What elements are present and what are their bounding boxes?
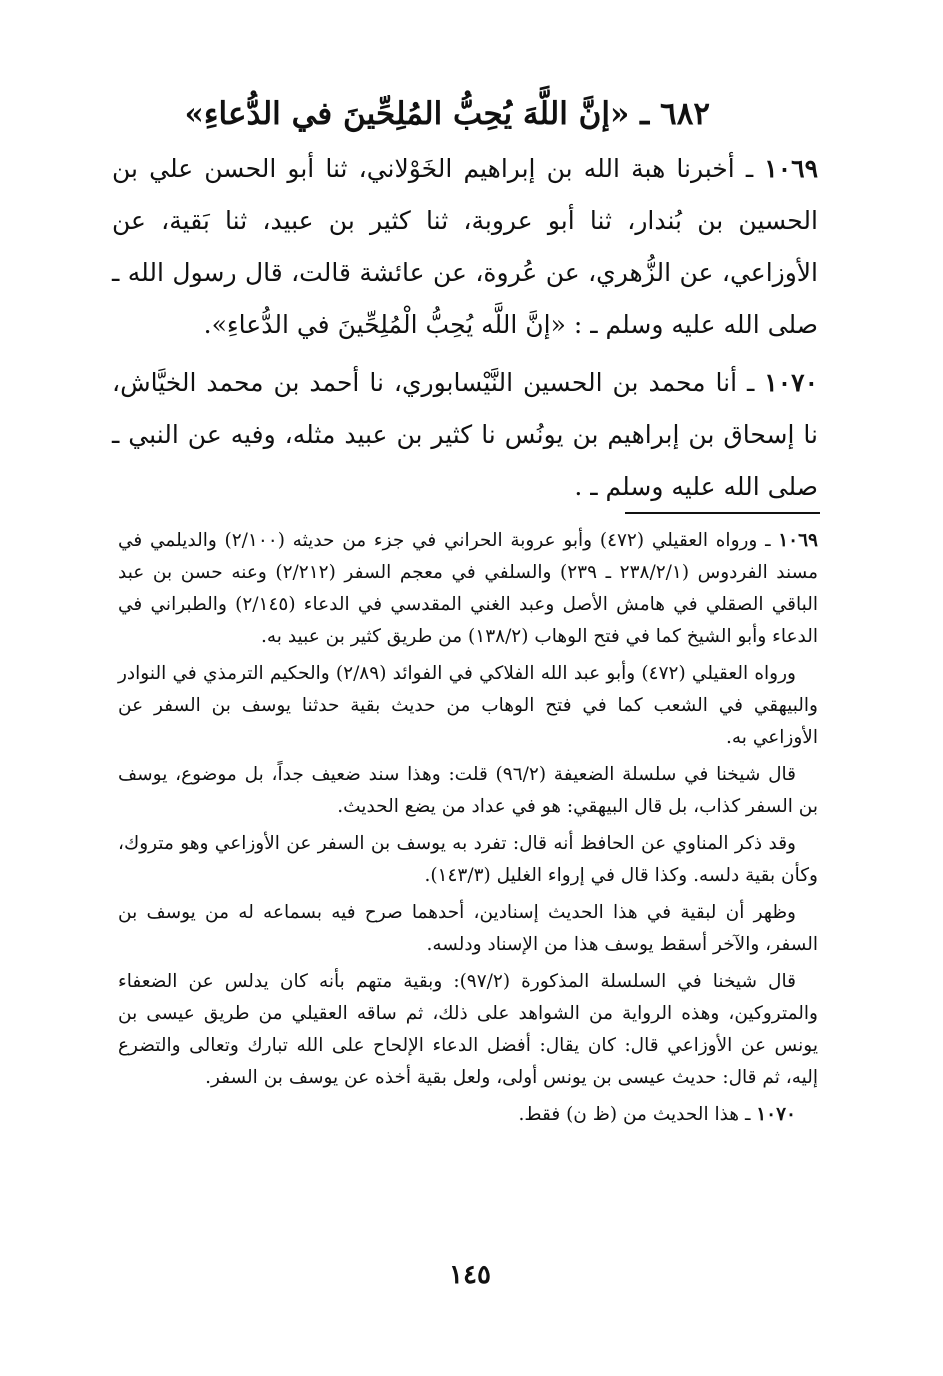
footnote-paragraph: وظهر أن لبقية في هذا الحديث إسنادين، أحدهما صرح فيه بسماعه له من يوسف بن السفر، والآخر أسقط يوسف هذا من الإسناد ودلسه. bbox=[118, 902, 818, 955]
hadith-text: ـ أخبرنا هبة الله بن إبراهيم الخَوْلاني، ثنا أبو الحسن علي بن الحسين بن بُندار، ثنا أبو عروبة، ثنا كثير بن عبيد، ثنا بَقية، عن الأوزاعي، عن الزُّهري، عن عُروة، عن عائشة قالت، قال رسول الله ـ صلى الله عليه وسلم ـ : «إنَّ اللَّه يُحِبُّ الْمُلِحِّينَ في الدُّعاءِ». bbox=[112, 154, 818, 339]
footnote-paragraph: وقد ذكر المناوي عن الحافظ أنه قال: تفرد به يوسف بن السفر عن الأوزاعي وهو متروك، وكأن بقية دلسه. وكذا قال في إرواء الغليل (١٤٣/٣). bbox=[118, 833, 818, 886]
hadith-text: ـ أنا محمد بن الحسين النَّيْسابوري، نا أحمد بن محمد الخيَّاش، نا إسحاق بن إبراهيم بن يونُس نا كثير بن عبيد مثله، وفيه عن النبي ـ صلى الله عليه وسلم ـ . bbox=[112, 368, 818, 501]
hadith-1070 bbox=[112, 357, 818, 513]
footnote-divider bbox=[625, 512, 820, 514]
footnote-text: ـ هذا الحديث من (ظ ن) فقط. bbox=[518, 1104, 757, 1125]
footnote-text: ـ ورواه العقيلي (٤٧٢) وأبو عروبة الحراني في جزء من حديثه (٢/١٠٠) والديلمي في مسند الفردوس (٢٣٨/٢/١ ـ ٢٣٩) والسلفي في معجم السفر (٢/٢١٢) وعنه حسن بن عبد الباقي الصقلي في هامش الأصل وعبد الغني المقدسي في الدعاء (٢/١٤٥) والطبراني في الدعاء وأبو الشيخ كما في فتح الوهاب (١٣٨/٢) من طريق كثير بن عبيد به. bbox=[118, 530, 818, 647]
footnote-paragraph: قال شيخنا في سلسلة الضعيفة (٩٦/٢) قلت: وهذا سند ضعيف جداً، بل موضوع، يوسف بن السفر كذاب، بل قال البيهقي: هو في عداد من يضع الحديث. bbox=[118, 764, 818, 817]
footnote-1070 bbox=[118, 1099, 818, 1131]
footnote-number: ١٠٧٠ bbox=[756, 1104, 796, 1125]
hadith-1069 bbox=[112, 143, 818, 351]
footnote-number: ١٠٦٩ bbox=[778, 530, 818, 551]
chapter-heading: ٦٨٢ ـ «إنَّ اللَّهَ يُحِبُّ المُلِحِّينَ في الدُّعاءِ» bbox=[184, 96, 710, 132]
main-text bbox=[112, 143, 818, 513]
footnote-1069 bbox=[118, 525, 818, 653]
page-number: ١٤٥ bbox=[449, 1260, 491, 1290]
footnote-paragraph: قال شيخنا في السلسلة المذكورة (٩٧/٢): وبقية متهم بأنه كان يدلس عن الضعفاء والمتروكين، وهذه الرواية من الشواهد على ذلك، ثم ساقه العقيلي من طريق عيسى بن يونس عن الأوزاعي قال: كان يقال: أفضل الدعاء الإلحاح على الله تبارك وتعالى والتضرع إليه، ثم قال: حديث عيسى بن يونس أولى، ولعل بقية أخذه عن يوسف بن السفر. bbox=[118, 971, 818, 1088]
hadith-number: ١٠٦٩ bbox=[764, 154, 818, 183]
footnotes bbox=[118, 525, 818, 1136]
hadith-number: ١٠٧٠ bbox=[764, 368, 818, 397]
footnote-paragraph: ورواه العقيلي (٤٧٢) وأبو عبد الله الفلاكي في الفوائد (٢/٨٩) والحكيم الترمذي في النوادر والبيهقي في الشعب كما في فتح الوهاب من حديث بقية حدثنا يوسف بن السفر عن الأوزاعي به. bbox=[118, 663, 818, 748]
